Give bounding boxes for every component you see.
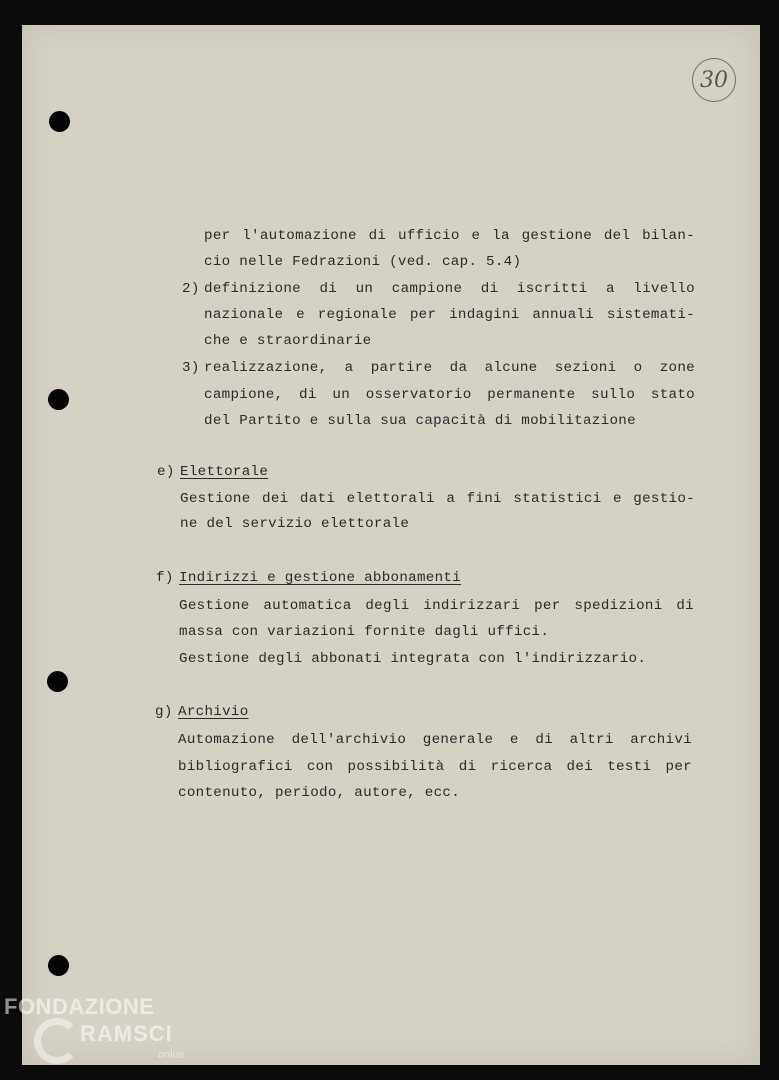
text-line: ne del servizio elettorale: [180, 516, 410, 532]
binder-hole: [49, 111, 70, 132]
text-line: bibliografici con possibilità di ricerca dei testi per: [178, 759, 692, 775]
text-line: Automazione dell'archivio generale e di altri archivi: [178, 732, 692, 748]
list-number: 3): [182, 360, 200, 376]
text-line: campione, di un osservatorio permanente sullo stato: [204, 387, 695, 403]
document-page: [22, 25, 760, 1065]
binder-hole: [48, 955, 69, 976]
section-heading: Indirizzi e gestione abbonamenti: [179, 570, 462, 586]
text-line: realizzazione, a partire da alcune sezioni o zone: [204, 360, 695, 376]
text-line: Gestione automatica degli indirizzari per spedizioni di: [179, 598, 694, 614]
text-line: nazionale e regionale per indagini annuali sistemati-: [204, 307, 695, 323]
text-line: del Partito e sulla sua capacità di mobilitazione: [204, 413, 636, 429]
text-line: massa con variazioni fornite dagli uffici.: [179, 624, 550, 640]
list-number: 2): [182, 281, 200, 297]
section-letter: g): [155, 704, 173, 720]
watermark-line: FONDAZIONE: [4, 994, 155, 1019]
section-heading: Elettorale: [180, 464, 269, 480]
section-letter: f): [156, 570, 174, 586]
text-line: contenuto, periodo, autore, ecc.: [178, 785, 461, 801]
watermark-line: onlus: [158, 1049, 185, 1061]
text-line: Gestione dei dati elettorali a fini statistici e gestio-: [180, 491, 695, 507]
section-heading: Archivio: [178, 704, 249, 720]
watermark-line: RAMSCI: [80, 1021, 173, 1046]
binder-hole: [48, 389, 69, 410]
section-letter: e): [157, 464, 175, 480]
text-line: per l'automazione di ufficio e la gestione del bilan-: [204, 228, 695, 244]
text-line: definizione di un campione di iscritti a livello: [204, 281, 695, 297]
logo-g-icon: [34, 1018, 80, 1064]
binder-hole: [47, 671, 68, 692]
text-line: Gestione degli abbonati integrata con l'indirizzario.: [179, 651, 647, 667]
text-line: cio nelle Fedrazioni (ved. cap. 5.4): [204, 254, 522, 270]
text-line: che e straordinarie: [204, 333, 372, 349]
page-number: 30: [692, 58, 736, 102]
